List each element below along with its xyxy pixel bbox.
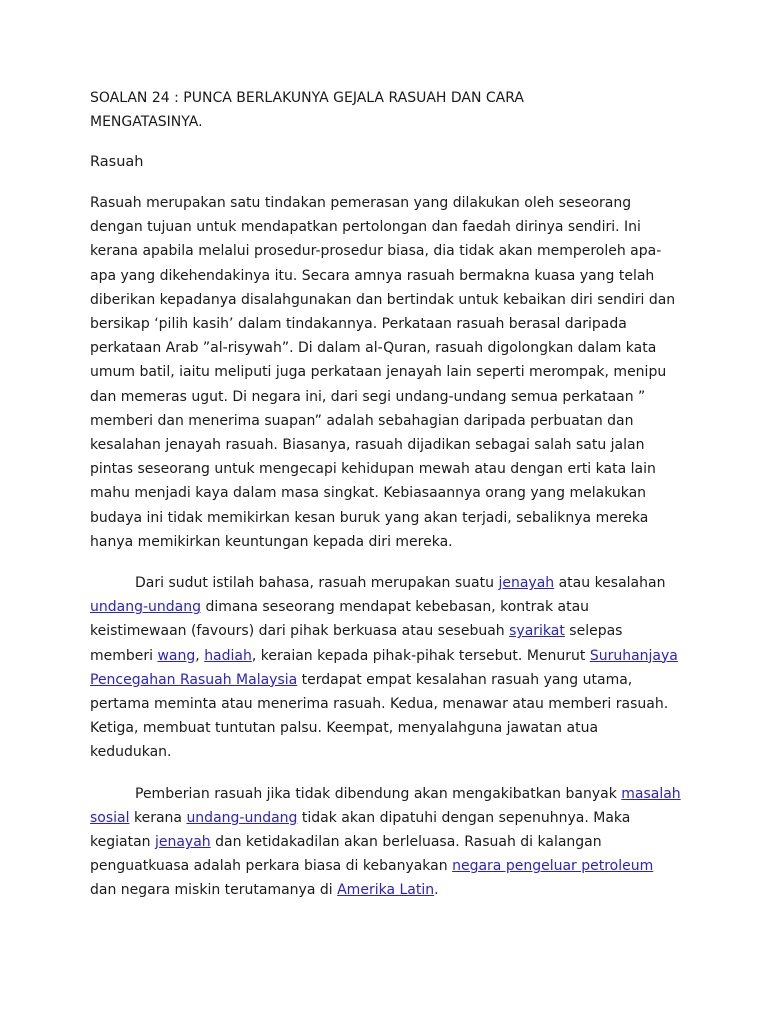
paragraph-3 [90,782,682,903]
para2-text-6: , keraian kepada pihak-pihak tersebut. Menurut [251,647,590,664]
para2-text-3: dimana seseorang mendapat kebebasan, kontrak atau keistimewaan (favours) dari pihak berkuasa atau sesebuah [90,599,590,640]
para3-text-4: dan ketidakadilan akan berleluasa. Rasuah di kalangan penguatkuasa adalah perkara biasa di kebanyakan [90,834,602,875]
para3-text-1: Pemberian rasuah jika tidak dibendung akan mengakibatkan banyak [135,785,622,802]
link-hadiah[interactable]: hadiah [204,647,252,664]
para3-text-2: kerana [129,809,187,826]
link-amerika-latin[interactable]: Amerika Latin [337,882,435,899]
link-wang[interactable]: wang [157,647,196,664]
link-masalah-sosial[interactable]: masalah sosial [90,785,681,826]
para2-text-4: selepas memberi [90,623,623,664]
para2-text-7: terdapat empat kesalahan rasuah yang utama, pertama meminta atau menerima rasuah. Kedua, menawar atau memberi rasuah. Ketiga, membuat tuntutan palsu. Keempat, menyalahguna jawatan atua kedudukan. [90,671,669,761]
paragraph-1: Rasuah merupakan satu tindakan pemerasan yang dilakukan oleh seseorang dengan tujuan untuk mendapatkan pertolongan dan faedah dirinya sendiri. Ini kerana apabila melalui prosedur-prosedur biasa, dia tidak akan memperoleh apa-apa yang dikehendakinya itu. Secara amnya rasuah bermakna kuasa yang telah diberikan kepadanya disalahgunakan dan bertindak untuk kebaikan diri sendiri dan bersikap ‘pilih kasih’ dalam tindakannya. Perkataan rasuah berasal daripada perkataan Arab ”al-risywah”. Di dalam al-Quran, rasuah digolongkan dalam kata umum batil, iaitu meliputi juga perkataan jenayah lain seperti merompak, menipu dan memeras ugut. Di negara ini, dari segi undang-undang semua perkataan ” memberi dan menerima suapan” adalah sebahagian daripada perbuatan dan kesalahan jenayah rasuah. Biasanya, rasuah dijadikan sebagai salah satu jalan pintas seseorang untuk mengecapi kehidupan mewah atau dengan erti kata lain mahu menjadi kaya dalam masa singkat. Kebiasaannya orang yang melakukan budaya ini tidak memikirkan kesan buruk yang akan terjadi, sebaliknya mereka hanya memikirkan keuntungan kepada diri mereka. [90,195,676,550]
document-title [90,86,682,134]
para2-text-2: atau kesalahan [554,575,666,592]
paragraph-2 [90,571,682,765]
para3-text-3: tidak akan dipatuhi dengan sepenuhnya. Maka kegiatan [90,809,631,851]
link-undang-undang-2[interactable]: undang-undang [186,809,298,826]
section-heading: Rasuah [90,154,144,170]
para2-text-1: Dari sudut istilah bahasa, rasuah merupakan suatu [135,575,499,592]
link-undang-undang[interactable]: undang-undang [90,599,201,616]
para3-text-6: . [434,882,439,899]
link-syarikat[interactable]: syarikat [509,623,565,640]
para2-text-5: , [195,647,205,664]
para3-text-5: dan negara miskin terutamanya di [90,882,338,899]
link-negara-pengeluar-petroleum[interactable]: negara pengeluar petroleum [452,858,654,875]
link-suruhanjaya-pencegahan-rasuah-malaysia[interactable]: Suruhanjaya Pencegahan Rasuah Malaysia [90,647,678,688]
document-page [90,86,682,903]
link-jenayah[interactable]: jenayah [498,575,555,592]
link-jenayah-2[interactable]: jenayah [154,834,211,851]
title-line-1: SOALAN 24 : PUNCA BERLAKUNYA GEJALA RASUAH DAN CARA [90,90,524,106]
title-line-2: MENGATASINYA. [90,114,203,130]
